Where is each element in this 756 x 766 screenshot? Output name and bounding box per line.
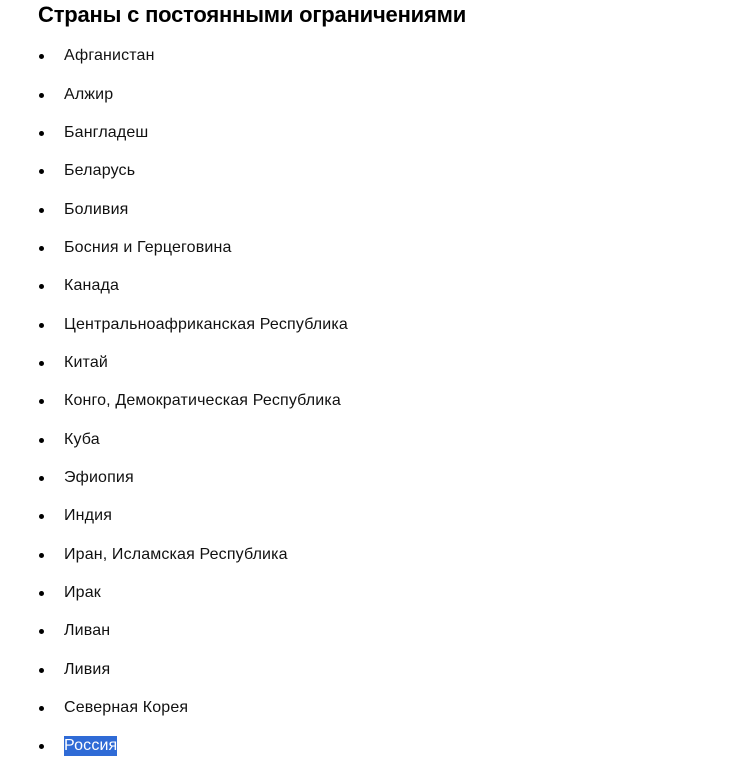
bullet-icon bbox=[39, 93, 44, 98]
country-label: Китай bbox=[64, 353, 108, 371]
bullet-icon bbox=[39, 323, 44, 328]
country-label: Алжир bbox=[64, 85, 114, 103]
country-label: Ирак bbox=[64, 583, 101, 601]
bullet-icon bbox=[39, 399, 44, 404]
bullet-icon bbox=[39, 169, 44, 174]
country-label: Ливан bbox=[64, 622, 111, 640]
country-label: Индия bbox=[64, 507, 113, 525]
bullet-icon bbox=[39, 476, 44, 481]
country-label: Бангладеш bbox=[64, 123, 149, 141]
bullet-icon bbox=[39, 208, 44, 213]
bullet-icon bbox=[39, 438, 44, 443]
bullet-icon bbox=[39, 706, 44, 711]
page-title: Страны с постоянными ограничениями bbox=[38, 2, 467, 27]
country-label: Центральноафриканская Республика bbox=[64, 315, 348, 333]
country-label: Боливия bbox=[64, 200, 129, 218]
bullet-icon bbox=[39, 591, 44, 596]
country-label: Куба bbox=[64, 430, 100, 448]
country-label: Ливия bbox=[64, 660, 111, 678]
country-label: Беларусь bbox=[64, 162, 136, 180]
country-label: Канада bbox=[64, 277, 120, 295]
bullet-icon bbox=[39, 514, 44, 519]
bullet-icon bbox=[39, 629, 44, 634]
bullet-icon bbox=[39, 131, 44, 136]
bullet-icon bbox=[39, 744, 44, 749]
country-label: Босния и Герцеговина bbox=[64, 238, 232, 256]
bullet-icon bbox=[39, 246, 44, 251]
country-label: Афганистан bbox=[64, 47, 155, 65]
country-label-selected: Россия bbox=[64, 737, 118, 755]
bullet-icon bbox=[39, 361, 44, 366]
bullet-icon bbox=[39, 668, 44, 673]
country-label: Иран, Исламская Республика bbox=[64, 545, 288, 563]
bullet-icon bbox=[39, 284, 44, 289]
country-label: Северная Корея bbox=[64, 699, 189, 717]
bullet-icon bbox=[39, 553, 44, 558]
country-label: Конго, Демократическая Республика bbox=[64, 392, 341, 410]
bullet-icon bbox=[39, 54, 44, 59]
country-label: Эфиопия bbox=[64, 468, 134, 486]
